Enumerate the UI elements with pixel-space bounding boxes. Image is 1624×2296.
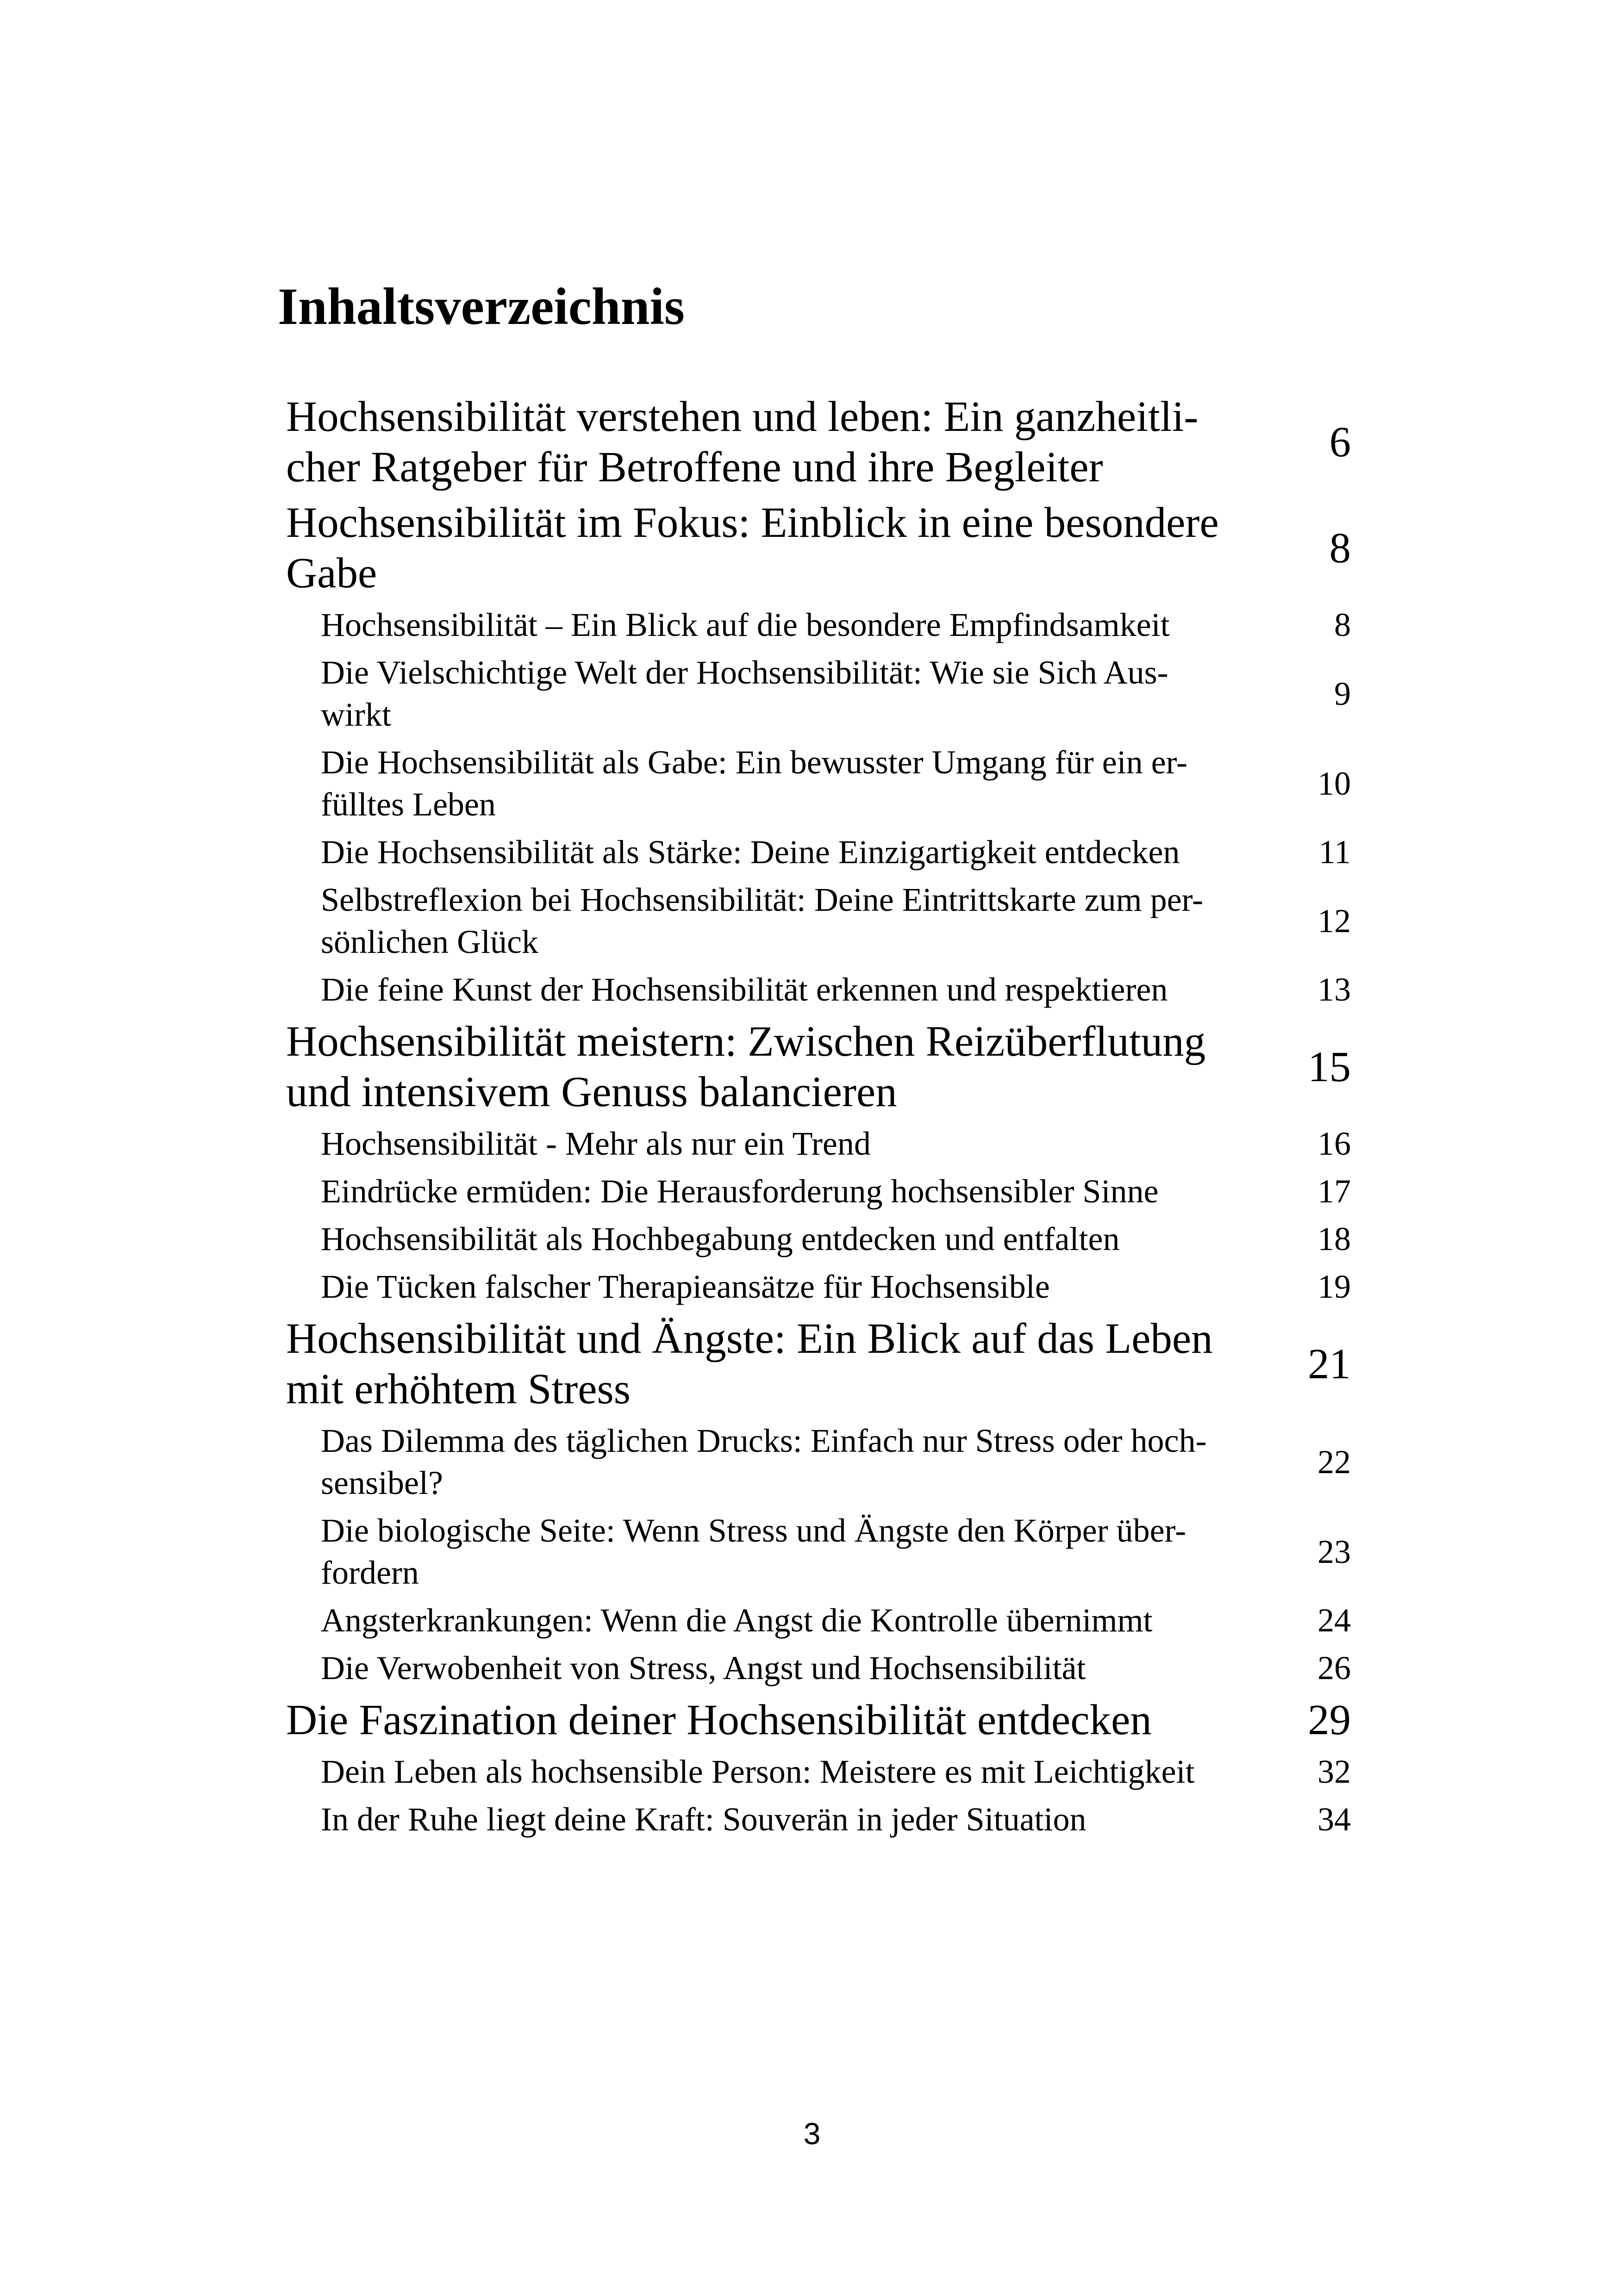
toc-chapter-entry [286, 498, 1351, 598]
toc-entry-title-line: fülltes Leben [321, 786, 496, 823]
toc-section-entry [286, 741, 1351, 826]
toc-entry-title-line: Die Vielschichtige Welt der Hochsensibilität: Wie sie Sich Aus- [321, 654, 1168, 691]
toc-entry-title-line: und intensivem Genuss balancieren [286, 1068, 897, 1116]
toc-entry-title [321, 652, 1284, 736]
toc-entry-title [321, 1170, 1284, 1213]
toc-entry-page: 8 [1334, 606, 1351, 643]
toc-entry-title-line: Die Faszination deiner Hochsensibilität entdecken [286, 1696, 1152, 1744]
toc-entry-title [286, 1016, 1268, 1117]
toc-entry-title [321, 741, 1284, 826]
toc-entry-page: 18 [1318, 1220, 1351, 1257]
toc-section-entry [286, 969, 1351, 1011]
toc-entry-page: 21 [1308, 1340, 1351, 1388]
toc-entry-title [321, 831, 1284, 873]
toc-entry-page: 19 [1318, 1268, 1351, 1305]
toc-section-entry [286, 879, 1351, 963]
toc-section-entry [286, 652, 1351, 736]
toc-entry-title-line: Hochsensibilität - Mehr als nur ein Trend [321, 1125, 871, 1162]
toc-entry-title-line: Hochsensibilität im Fokus: Einblick in eine besondere [286, 499, 1219, 547]
toc-entry-title-line: Die Hochsensibilität als Stärke: Deine Einzigartigkeit entdecken [321, 834, 1180, 871]
toc-chapter-entry [286, 392, 1351, 492]
toc-entry-page: 29 [1308, 1696, 1351, 1744]
toc-entry-title-line: wirkt [321, 696, 391, 733]
toc-section-entry [286, 1647, 1351, 1689]
toc-entry-title [321, 1123, 1284, 1165]
toc-entry-title [286, 498, 1268, 598]
toc-entry-title-line: Die feine Kunst der Hochsensibilität erkennen und respektieren [321, 971, 1168, 1008]
toc-entry-title-line: Hochsensibilität verstehen und leben: Ein ganzheitli- [286, 393, 1199, 441]
toc-entry-title-line: Das Dilemma des täglichen Drucks: Einfach nur Stress oder hoch- [321, 1422, 1207, 1459]
toc-entry-title-line: Hochsensibilität – Ein Blick auf die besondere Empfindsamkeit [321, 606, 1170, 643]
toc-entry-title [286, 1695, 1268, 1745]
toc-entry-title [321, 1599, 1284, 1642]
toc-entry-page: 11 [1318, 834, 1351, 871]
toc-entry-title-line: sönlichen Glück [321, 923, 538, 960]
toc-entry-title [321, 879, 1284, 963]
toc-entry-page: 15 [1308, 1043, 1351, 1091]
toc-entry-title [321, 969, 1284, 1011]
toc-entry-title-line: Die biologische Seite: Wenn Stress und Ängste den Körper über- [321, 1512, 1187, 1549]
toc-entry-title [321, 1798, 1284, 1841]
toc-entry-page: 8 [1329, 524, 1351, 572]
toc-entry-page: 9 [1334, 675, 1351, 712]
toc-section-entry [286, 1798, 1351, 1841]
toc-section-entry [286, 1266, 1351, 1308]
toc-chapter-entry [286, 1016, 1351, 1117]
toc-section-entry [286, 831, 1351, 873]
toc-section-entry [286, 1510, 1351, 1594]
toc-entry-title-line: mit erhöhtem Stress [286, 1365, 631, 1413]
toc-section-entry [286, 1751, 1351, 1793]
toc-entry-title-line: sensibel? [321, 1464, 443, 1501]
toc-section-entry [286, 1123, 1351, 1165]
toc-entry-title [321, 1420, 1284, 1504]
toc-entry-title-line: Angsterkrankungen: Wenn die Angst die Kontrolle übernimmt [321, 1602, 1153, 1639]
toc-entry-page: 17 [1318, 1173, 1351, 1210]
toc-entry-page: 32 [1318, 1753, 1351, 1790]
toc-entry-page: 12 [1318, 902, 1351, 940]
toc-entry-title [286, 1313, 1268, 1414]
toc-entry-page: 26 [1318, 1649, 1351, 1686]
toc-entry-title [286, 392, 1268, 492]
toc-entry-title-line: Gabe [286, 549, 377, 597]
page-number: 3 [803, 2116, 821, 2151]
toc-section-entry [286, 1420, 1351, 1504]
toc-entry-page: 10 [1318, 765, 1351, 802]
toc-entry-page: 6 [1329, 418, 1351, 466]
toc-section-entry [286, 1218, 1351, 1260]
toc-entry-title-line: Hochsensibilität meistern: Zwischen Reizüberflutung [286, 1018, 1206, 1065]
toc-entry-page: 13 [1318, 971, 1351, 1008]
toc-entry-title-line: Hochsensibilität als Hochbegabung entdecken und entfalten [321, 1220, 1120, 1257]
toc-entry-page: 23 [1318, 1533, 1351, 1570]
toc-heading: Inhaltsverzeichnis [278, 278, 685, 336]
toc-entry-title [321, 1266, 1284, 1308]
toc-entry-title [321, 1510, 1284, 1594]
toc-entry-title-line: In der Ruhe liegt deine Kraft: Souverän in jeder Situation [321, 1801, 1087, 1838]
toc-entry-title-line: fordern [321, 1554, 419, 1591]
toc-entry-title-line: Hochsensibilität und Ängste: Ein Blick auf das Leben [286, 1315, 1213, 1363]
toc-entry-title-line: Die Verwobenheit von Stress, Angst und Hochsensibilität [321, 1649, 1086, 1686]
toc-entry-title-line: Die Tücken falscher Therapieansätze für Hochsensible [321, 1268, 1050, 1305]
toc-entry-title-line: Eindrücke ermüden: Die Herausforderung hochsensibler Sinne [321, 1173, 1159, 1210]
toc-entry-title [321, 1751, 1284, 1793]
toc-entry-title-line: Selbstreflexion bei Hochsensibilität: Deine Eintrittskarte zum per- [321, 881, 1204, 918]
toc-entry-title-line: cher Ratgeber für Betroffene und ihre Begleiter [286, 443, 1103, 491]
toc-list [286, 386, 1351, 1846]
toc-entry-page: 16 [1318, 1125, 1351, 1162]
toc-entry-page: 22 [1318, 1443, 1351, 1481]
toc-entry-page: 24 [1318, 1602, 1351, 1639]
toc-chapter-entry [286, 1695, 1351, 1745]
toc-entry-title-line: Dein Leben als hochsensible Person: Meistere es mit Leichtigkeit [321, 1753, 1195, 1790]
toc-chapter-entry [286, 1313, 1351, 1414]
toc-section-entry [286, 1170, 1351, 1213]
toc-section-entry [286, 604, 1351, 646]
toc-entry-page: 34 [1318, 1801, 1351, 1838]
toc-entry-title-line: Die Hochsensibilität als Gabe: Ein bewusster Umgang für ein er- [321, 744, 1188, 781]
toc-entry-title [321, 1647, 1284, 1689]
toc-section-entry [286, 1599, 1351, 1642]
toc-entry-title [321, 604, 1284, 646]
toc-entry-title [321, 1218, 1284, 1260]
